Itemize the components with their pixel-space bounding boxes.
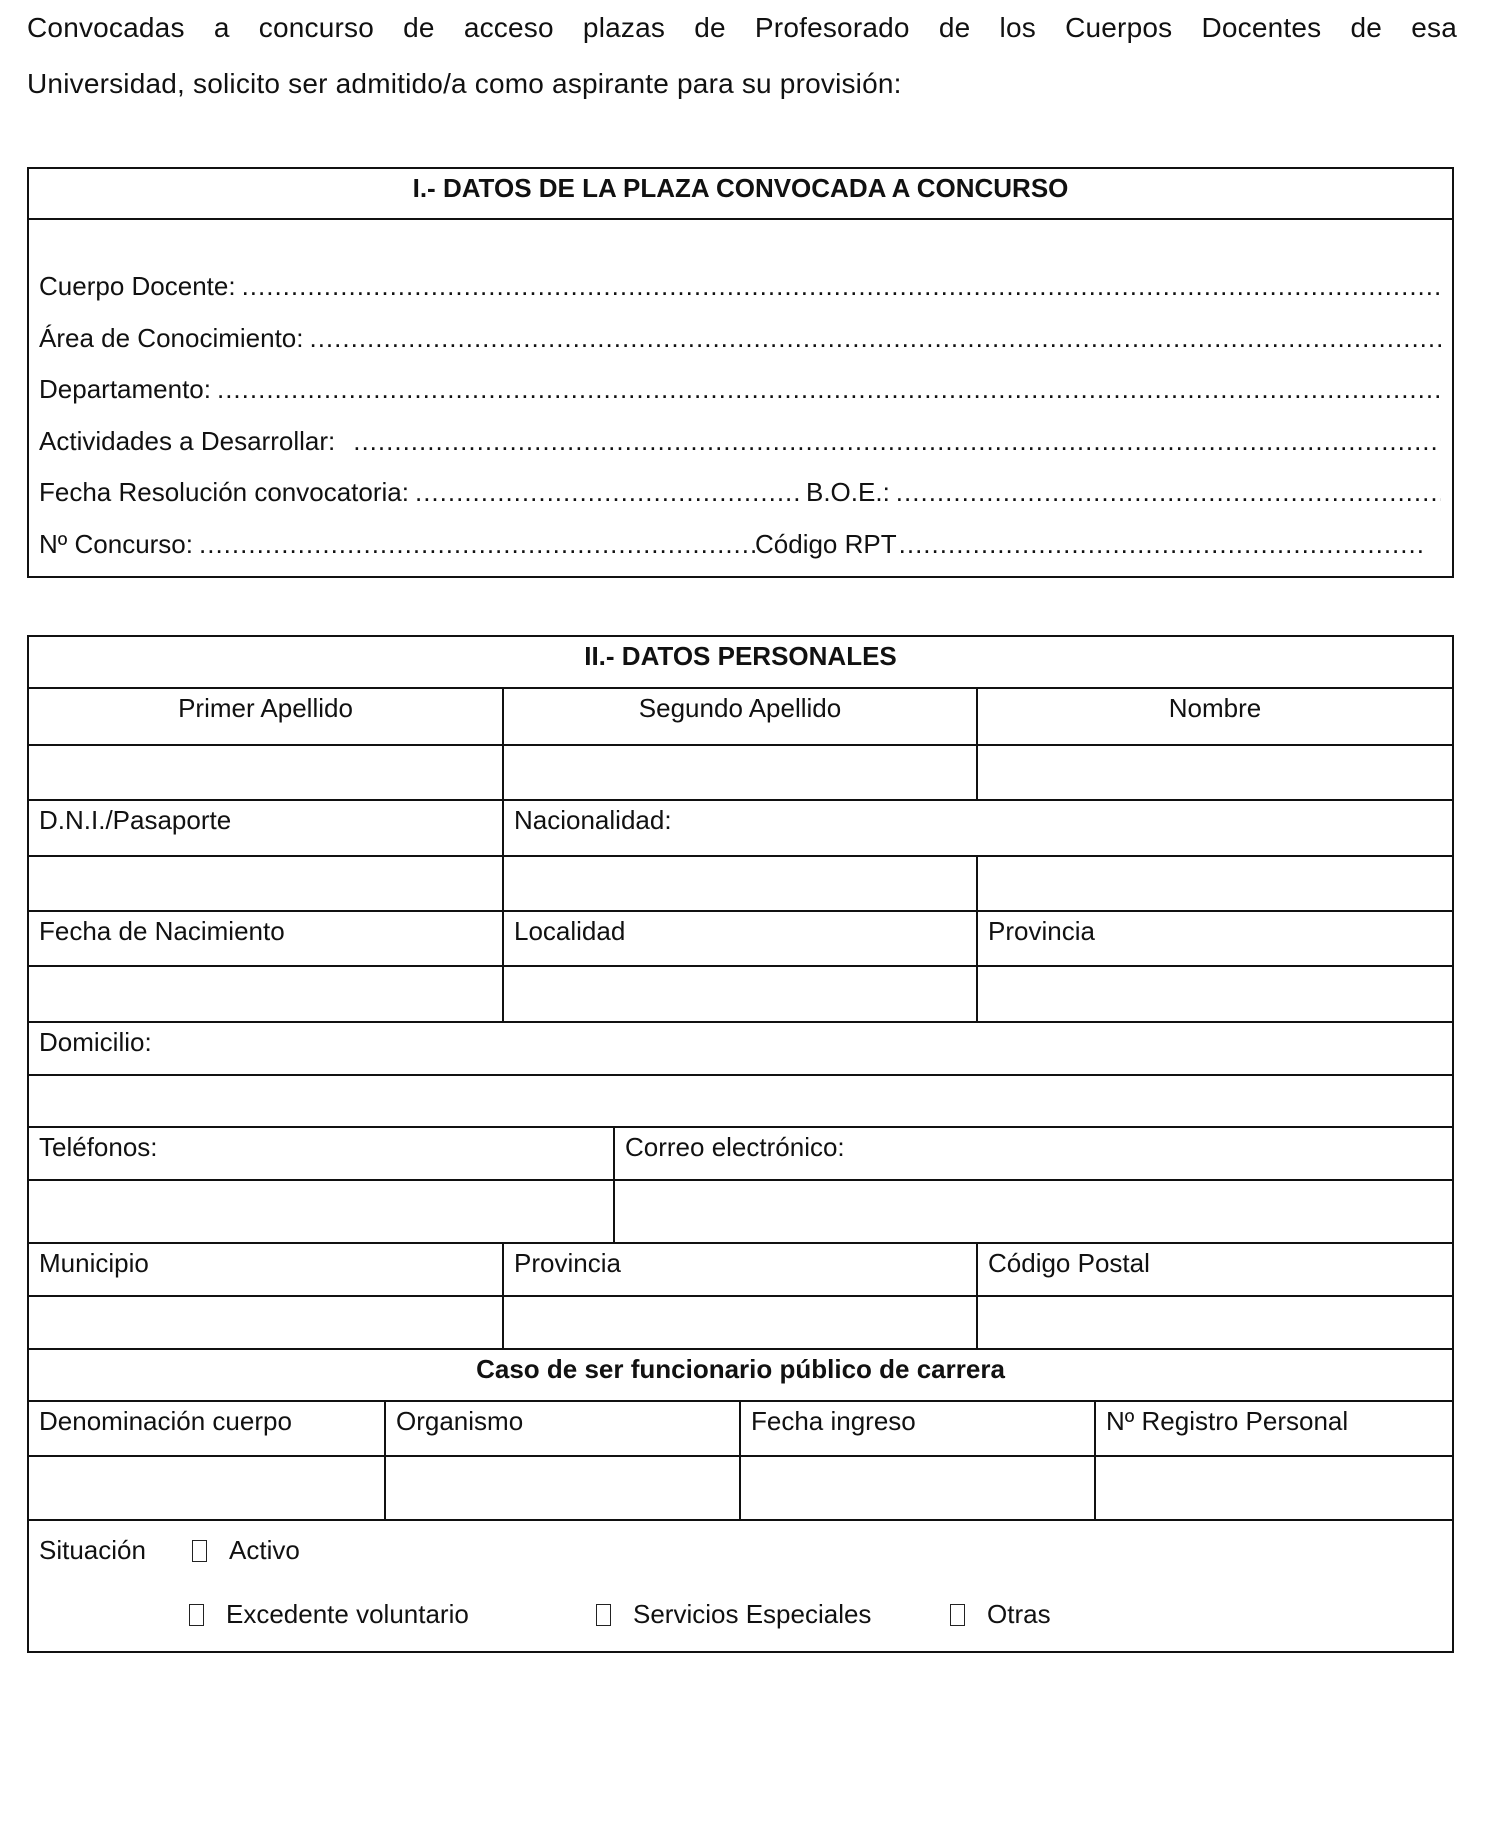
option-servicios[interactable]: [596, 1599, 871, 1630]
input-segundo-apellido[interactable]: [504, 746, 978, 799]
input-codigo-postal[interactable]: [978, 1297, 1452, 1348]
dotted-line: [353, 426, 1441, 457]
dotted-line: [199, 529, 755, 560]
plaza-fields: [39, 271, 1441, 580]
domicilio-header-row: [29, 1023, 1452, 1076]
birth-input-row: [29, 967, 1452, 1023]
dni-header-row: [29, 801, 1452, 857]
label-nacionalidad: Nacionalidad:: [514, 805, 672, 835]
label-boe: B.O.E.:: [805, 477, 890, 507]
funcionario-title: Caso de ser funcionario público de carrera: [476, 1354, 1005, 1384]
input-fecha-nacimiento[interactable]: [29, 967, 504, 1021]
dotted-line: [896, 477, 1441, 508]
checkbox-servicios[interactable]: [596, 1604, 611, 1626]
input-primer-apellido[interactable]: [29, 746, 504, 799]
label-provincia-domicilio: Provincia: [504, 1244, 978, 1295]
input-nombre[interactable]: [978, 746, 1452, 799]
label-registro-personal: Nº Registro Personal: [1106, 1406, 1349, 1436]
intro-paragraph: [27, 0, 1457, 112]
label-activo: Activo: [229, 1535, 300, 1565]
option-excedente[interactable]: [189, 1599, 469, 1630]
input-municipio[interactable]: [29, 1297, 504, 1348]
dni-input-row: [29, 857, 1452, 912]
label-provincia-nacimiento: Provincia: [988, 916, 1095, 946]
option-activo[interactable]: [192, 1535, 300, 1566]
input-organismo[interactable]: [386, 1457, 741, 1519]
names-header-row: [29, 689, 1452, 746]
funcionario-input-row: [29, 1457, 1452, 1521]
section-personal-title: II.- DATOS PERSONALES: [584, 641, 897, 671]
label-n-concurso: Nº Concurso:: [39, 528, 193, 559]
label-otras: Otras: [987, 1599, 1051, 1629]
field-n-concurso[interactable]: [39, 529, 1441, 581]
label-correo: Correo electrónico:: [625, 1132, 845, 1162]
field-area-conocimiento[interactable]: [39, 323, 1441, 375]
input-registro-personal[interactable]: [1096, 1457, 1452, 1519]
section-plaza-title: I.- DATOS DE LA PLAZA CONVOCADA A CONCURSO: [29, 169, 1452, 220]
checkbox-excedente[interactable]: [189, 1604, 204, 1626]
personal-title-row: [29, 637, 1452, 689]
section-personal-box: [27, 635, 1454, 1653]
input-correo[interactable]: [615, 1181, 1452, 1242]
checkbox-activo[interactable]: [192, 1540, 207, 1562]
checkbox-otras[interactable]: [950, 1604, 965, 1626]
field-departamento[interactable]: [39, 374, 1441, 426]
intro-line-1: Convocadas a concurso de acceso plazas de Profesorado de los Cuerpos Docentes de esa: [27, 12, 1457, 43]
label-municipio: Municipio: [29, 1244, 504, 1295]
input-nacionalidad-extra[interactable]: [978, 857, 1452, 910]
label-fecha-resolucion: Fecha Resolución convocatoria:: [39, 477, 409, 507]
field-actividades[interactable]: [39, 426, 1441, 478]
label-codigo-postal: Código Postal: [988, 1248, 1150, 1278]
input-provincia-nacimiento[interactable]: [978, 967, 1452, 1021]
label-area-conocimiento: Área de Conocimiento:: [39, 322, 304, 353]
address-header-row: [29, 1244, 1452, 1297]
label-primer-apellido: Primer Apellido: [29, 689, 504, 744]
input-dni[interactable]: [29, 857, 504, 910]
situacion-row: [29, 1521, 1452, 1651]
label-denominacion-cuerpo: Denominación cuerpo: [29, 1402, 386, 1455]
input-nacionalidad[interactable]: [504, 857, 978, 910]
label-dni: D.N.I./Pasaporte: [29, 801, 504, 855]
dotted-line: [309, 323, 1441, 354]
birth-header-row: [29, 912, 1452, 967]
label-telefonos: Teléfonos:: [29, 1128, 615, 1179]
input-provincia-domicilio[interactable]: [504, 1297, 978, 1348]
funcionario-title-row: [29, 1350, 1452, 1402]
funcionario-header-row: [29, 1402, 1452, 1457]
input-fecha-ingreso[interactable]: [741, 1457, 1096, 1519]
label-situacion: Situación: [39, 1535, 146, 1565]
label-excedente: Excedente voluntario: [226, 1599, 469, 1629]
domicilio-input-row: [29, 1076, 1452, 1128]
label-fecha-ingreso: Fecha ingreso: [741, 1402, 1096, 1455]
input-domicilio[interactable]: [29, 1076, 1452, 1126]
option-otras[interactable]: [950, 1599, 1051, 1630]
field-cuerpo-docente[interactable]: [39, 271, 1441, 323]
intro-line-2: Universidad, solicito ser admitido/a como aspirante para su provisión:: [27, 68, 902, 99]
dotted-line: [217, 374, 1441, 405]
contact-header-row: [29, 1128, 1452, 1181]
label-segundo-apellido: Segundo Apellido: [504, 689, 978, 744]
field-fecha-resolucion[interactable]: [39, 477, 1441, 529]
label-departamento: Departamento:: [39, 374, 211, 404]
dotted-line: [242, 271, 1441, 302]
names-input-row: [29, 746, 1452, 801]
label-codigo-rpt: Código RPT: [755, 528, 897, 559]
label-domicilio: Domicilio:: [39, 1027, 152, 1057]
label-fecha-nacimiento: Fecha de Nacimiento: [29, 912, 504, 965]
label-organismo: Organismo: [386, 1402, 741, 1455]
input-localidad[interactable]: [504, 967, 978, 1021]
section-plaza-box: [27, 167, 1454, 578]
label-servicios: Servicios Especiales: [633, 1599, 872, 1629]
dotted-line: [899, 529, 1423, 560]
label-cuerpo-docente: Cuerpo Docente:: [39, 271, 236, 301]
label-actividades: Actividades a Desarrollar:: [39, 425, 336, 456]
input-denominacion-cuerpo[interactable]: [29, 1457, 386, 1519]
address-input-row: [29, 1297, 1452, 1350]
label-nombre: Nombre: [1168, 693, 1262, 723]
dotted-line: [415, 477, 800, 508]
input-telefonos[interactable]: [29, 1181, 615, 1242]
contact-input-row: [29, 1181, 1452, 1244]
label-localidad: Localidad: [504, 912, 978, 965]
